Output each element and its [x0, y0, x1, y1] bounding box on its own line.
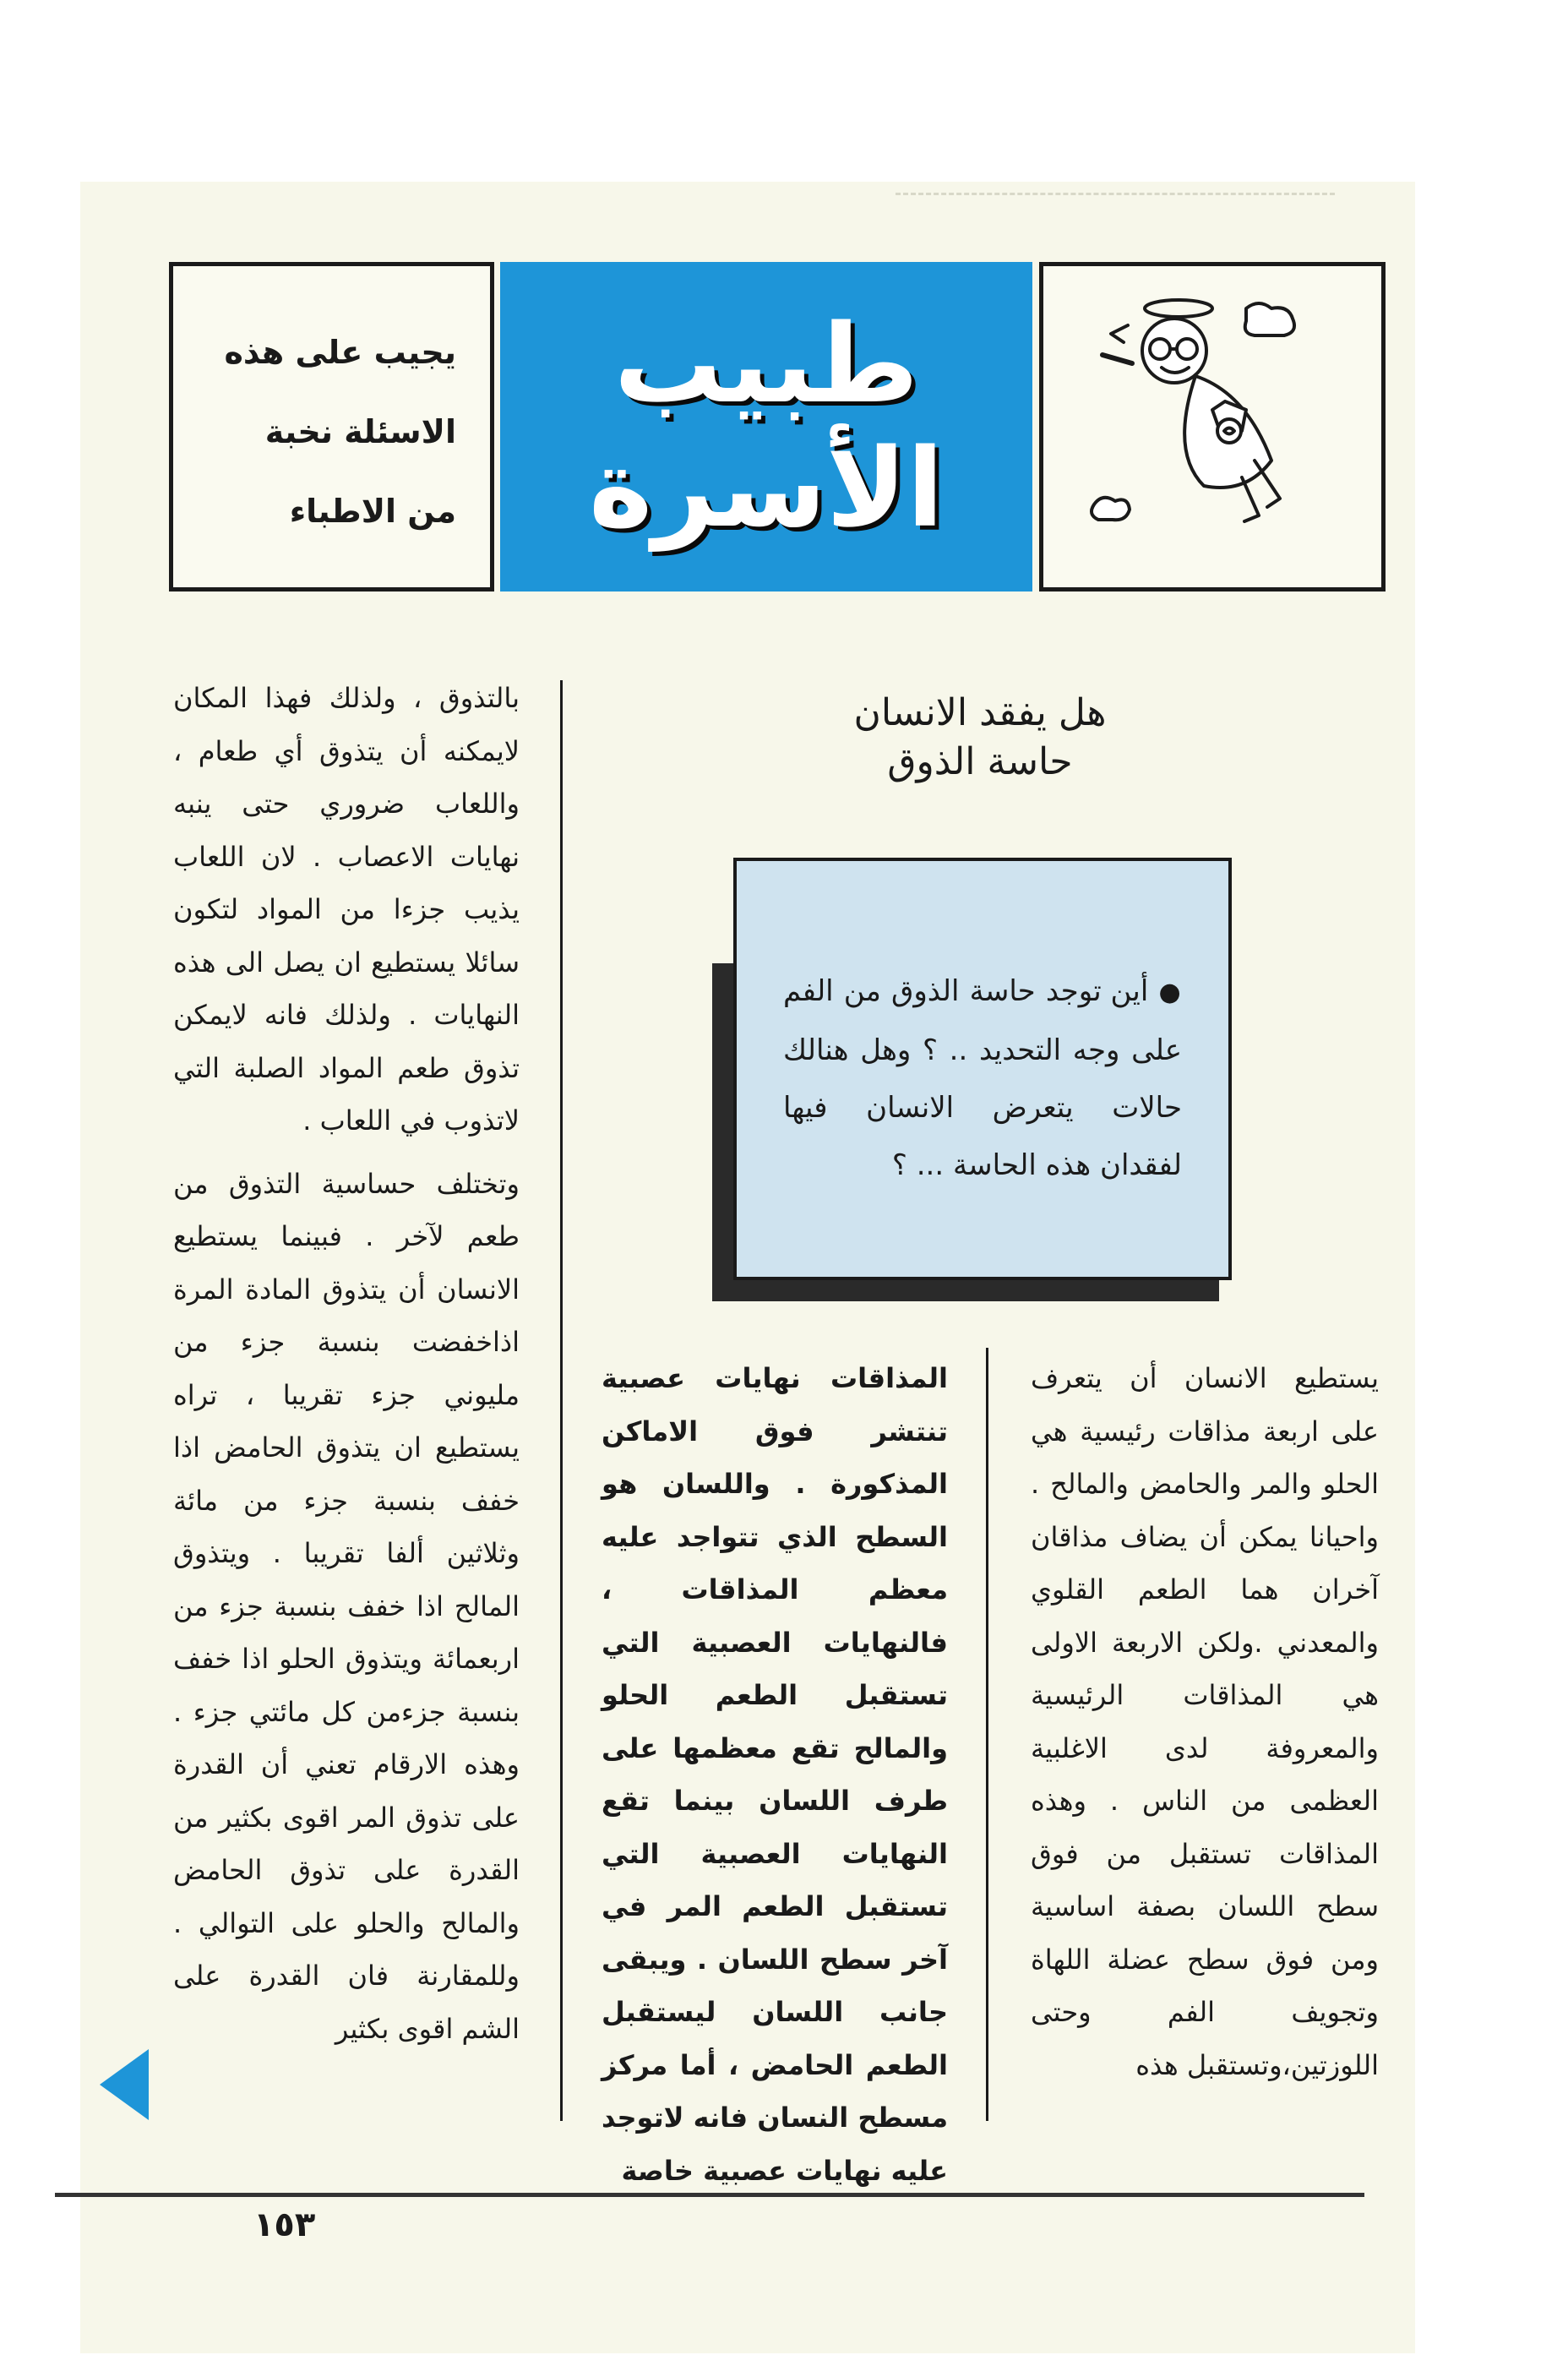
body-column-middle: [602, 1352, 948, 2207]
banner-title-line1: طبيب: [613, 301, 919, 428]
tagline-line: من الاطباء: [289, 493, 456, 530]
triangle-arrow-icon: [100, 2049, 149, 2120]
body-column-right: [1031, 1352, 1379, 2102]
flying-doctor-angel-icon: [1077, 283, 1322, 537]
bullet-icon: ●: [1158, 978, 1182, 1007]
question-text: أين توجد حاسة الذوق من الفم على وجه التحديد .. ؟ وهل هنالك حالات يتعرض الانسان فيها لفقدان هذه الحاسة ... ؟: [783, 974, 1182, 1182]
article-title-line1: هل يفقد الانسان: [853, 691, 1107, 734]
article-title: [760, 689, 1200, 787]
tagline-line: الاسئلة نخبة: [264, 413, 456, 450]
header-tagline-box: [169, 262, 494, 592]
bleed-through-mark: [896, 193, 1335, 200]
column-divider: [986, 1348, 988, 2121]
paragraph: المذاقات نهايات عصبية تنتشر فوق الاماكن المذكورة . واللسان هو السطح الذي تتواجد عليه معظم المذاقات ، فالنهايات العصبية التي تستقبل الطعم الحلو والمالح تقع معظمها على طرف اللسان بينما تقع النهايات العصبية التي تستقبل الطعم المر في آخر سطح اللسان . ويبقى جانب اللسان ليستقبل الطعم الحامض ، أما مركز مسطح النسان فانه لاتوجد عليه نهايات عصبية خاصة: [602, 1362, 948, 2187]
header-cartoon-box: [1039, 262, 1386, 592]
article-title-line2: حاسة الذوق: [887, 740, 1073, 783]
paragraph: وتختلف حساسية التذوق من طعم لآخر . فبينما يستطيع الانسان أن يتذوق المادة المرة اذاخفضت بنسبة جزء من مليوني جزء تقريبا ، تراه يستطيع ان يتذوق الحامض اذا خفف بنسبة جزء من مائة وثلاثين ألفا تقريبا . ويتذوق المالح اذا خفف بنسبة جزء من اربعمائة ويتذوق الحلو اذا خفف بنسبة جزءمن كل مائتي جزء . وهذه الارقام تعني أن القدرة على تذوق المر اقوى بكثير من القدرة على تذوق الحامض والمالح والحلو على التوالي . وللمقارنة فان القدرة على الشم اقوى بكثير: [173, 1167, 520, 2045]
paragraph: يستطيع الانسان أن يتعرف على اربعة مذاقات رئيسية هي الحلو والمر والحامض والمالح . واحيانا يمكن أن يضاف مذاقان آخران هما الطعم القلوي والمعدني .ولكن الاربعة الاولى هي المذاقات الرئيسية والمعروفة لدى الاغلبية العظمى من الناس . وهذه المذاقات تستقبل من فوق سطح اللسان بصفة اساسية ومن فوق سطح عضلة اللهاة وتجويف الفم وحتى اللوزتين،وتستقبل هذه: [1031, 1362, 1379, 2081]
column-divider: [560, 680, 563, 2121]
page-number: ١٥٣: [253, 2205, 316, 2244]
question-box: [733, 858, 1232, 1280]
banner-title-line2: الأسرة: [588, 426, 945, 552]
column-title-banner: [500, 262, 1032, 592]
paragraph: بالتذوق ، ولذلك فهذا المكان لايمكنه أن يتذوق أي طعام ، واللعاب ضروري حتى ينبه نهايات الاعصاب . لان اللعاب يذيب جزءا من المواد لتكون سائلا يستطيع ان يصل الى هذه النهايات . ولذلك فانه لايمكن تذوق طعم المواد الصلبة التي لاتذوب في اللعاب .: [173, 682, 520, 1137]
footer-rule: [55, 2193, 1364, 2197]
body-column-left: [173, 672, 520, 2065]
tagline-line: يجيب على هذه: [224, 334, 456, 371]
